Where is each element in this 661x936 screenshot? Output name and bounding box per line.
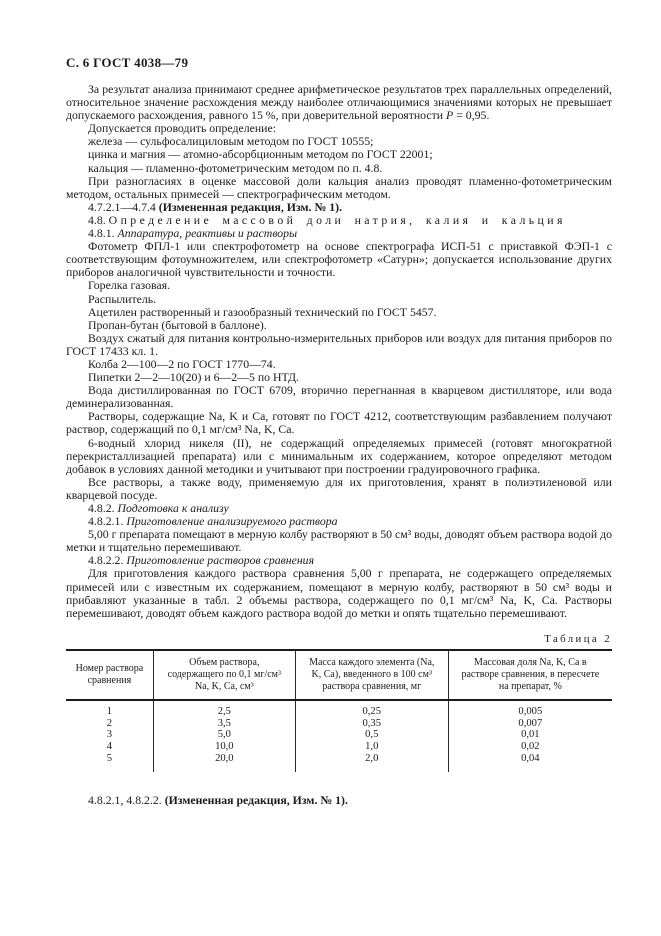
paragraphs-container [66, 83, 612, 620]
table-row [66, 700, 612, 718]
amendment-note-prefix: 4.8.2.1, 4.8.2.2. [88, 792, 165, 807]
text-segment: 4.8.2.2. [88, 553, 127, 568]
table-row [66, 718, 612, 730]
paragraph [66, 83, 612, 122]
text-segment: Вода дистиллированная по ГОСТ 6709, вторично перегнанная в кварцевом дистилляторе, или вода деминерализованная. [66, 383, 612, 411]
text-segment: При разногласиях в оценке массовой доли кальция анализ проводят пламенно-фотометрическим методом, остальных примесей — спектрографическим методом. [66, 173, 612, 201]
amendment-note-bold: (Измененная редакция, Изм. № 1). [164, 792, 348, 807]
document-body [66, 83, 612, 807]
text-segment: Пропан-бутан (бытовой в баллоне). [88, 317, 267, 332]
text-segment: Распылитель. [88, 291, 157, 306]
table-cell: 3,5 [153, 718, 295, 730]
text-segment: Определение массовой доли натрия, калия и кальция [108, 212, 566, 227]
text-segment: = 0,95. [453, 108, 490, 123]
text-segment: Приготовление анализируемого раствора [126, 514, 338, 529]
table-cell: 4 [106, 741, 113, 753]
paragraph [66, 528, 612, 554]
table-row [66, 741, 612, 753]
paragraph [66, 410, 612, 436]
page-header: С. 6 ГОСТ 4038—79 [66, 55, 189, 70]
table-cell: 5,0 [153, 729, 295, 741]
amendment-note [66, 794, 612, 807]
text-segment: Фотометр ФПЛ-1 или спектрофотометр на основе спектрографа ИСП-51 с приставкой ФЭП-1 с соответствующим фотоумножителем, или спектрофотометр «Сатурн»; допускается использование других приборов аналогичной чувствительности и точности. [66, 239, 612, 280]
paragraph [66, 437, 612, 476]
column-header: Массовая доля Na, K, Ca в растворе сравнения, в пересчете на препарат, % [448, 650, 612, 700]
text-segment: 4.8.2.1. [88, 514, 127, 529]
text-segment: (Измененная редакция, Изм. № 1). [158, 199, 343, 214]
text-segment: кальция — пламенно-фотометрическим методом по п. 4.8. [88, 160, 383, 175]
table-cell: 0,007 [448, 718, 612, 730]
text-segment: Колба 2—100—2 по ГОСТ 1770—74. [88, 356, 276, 371]
table-header-row [66, 650, 612, 700]
table-caption: Таблица 2 [544, 632, 612, 645]
text-segment: 4.8.2. [88, 501, 118, 515]
column-header: Объем раствора, содержащего по 0,1 мг/см³ Na, K, Ca, см³ [153, 650, 295, 700]
text-segment: Аппаратура, реактивы и растворы [117, 226, 298, 241]
paragraph [66, 332, 612, 358]
text-segment: Р [446, 108, 454, 123]
paragraph [66, 240, 612, 279]
table-cell: 2,0 [295, 753, 448, 772]
text-segment: Допускается проводить определение: [88, 121, 276, 136]
table-cell: 0,01 [448, 729, 612, 741]
text-segment: Ацетилен растворенный и газообразный технический по ГОСТ 5457. [88, 304, 437, 319]
text-segment: За результат анализа принимают среднее арифметическое результатов трех параллельных определений, относительное значение расхождения между наиболее отличающимися значениями которых не превышает допускаемого расхождения, равного 15 %, при доверительной вероятности [66, 82, 612, 123]
table-row [66, 753, 612, 772]
paragraph [66, 384, 612, 410]
paragraph [66, 175, 612, 201]
text-segment: 4.7.2.1—4.7.4 [88, 199, 159, 214]
comparison-solutions-table [66, 649, 612, 772]
table-row [66, 729, 612, 741]
text-segment: Все растворы, а также воду, применяемую для их приготовления, хранят в полиэтиленовой или кварцевой посуде. [66, 474, 612, 502]
text-segment: Пипетки 2—2—10(20) и 6—2—5 по НТД. [88, 370, 299, 385]
table-cell: 0,35 [295, 718, 448, 730]
table-cell: 0,5 [295, 729, 448, 741]
text-segment: 4.8. [88, 212, 109, 227]
table-cell: 0,04 [448, 753, 612, 772]
table-cell: 20,0 [153, 753, 295, 772]
text-segment: Для приготовления каждого раствора сравнения 5,00 г препарата, не содержащего определяемых примесей или с известным их содержанием, помещают в мерную колбу, растворяют в 50 см³ воды и прибавляют указанные в табл. 2 объемы раствора, содержащего по 0,1 мг/см³ Na, K, Ca. Растворы перемешивают, доводят объем каждого раствора водой до метки и опять тщательно перемешивают. [66, 566, 612, 620]
table-cell: 1,0 [295, 741, 448, 753]
text-segment: 4.8.1. [88, 226, 118, 241]
text-segment: Растворы, содержащие Na, K и Ca, готовят по ГОСТ 4212, соответствующим разбавлением получают раствор, содержащий по 0,1 мг/см³ Na, K, Ca. [66, 409, 612, 437]
text-segment: 6-водный хлорид никеля (II), не содержащий определяемых примесей (готовят многократной перекристаллизацией препарата) или с минимальным их содержанием, которое определяют методом добавок в условиях данной методики и учитывают при построении градуировочного графика. [66, 435, 612, 476]
table-cell: 10,0 [153, 741, 295, 753]
table-cell: 0,005 [448, 700, 612, 718]
table-body [66, 700, 612, 772]
text-segment: Приготовление растворов сравнения [126, 553, 315, 568]
paragraph [66, 476, 612, 502]
table-cell: 2 [106, 717, 113, 729]
column-header: Номер раствора сравнения [66, 650, 153, 700]
table-cell: 0,25 [295, 700, 448, 718]
column-header: Масса каждого элемента (Na, K, Ca), введенного в 100 см³ раствора сравнения, мг [295, 650, 448, 700]
paragraph [66, 567, 612, 619]
text-segment: цинка и магния — атомно-абсорбционным методом по ГОСТ 22001; [88, 147, 433, 162]
text-segment: Воздух сжатый для питания контрольно-измерительных приборов или воздух для питания приборов по ГОСТ 17433 кл. 1. [66, 330, 612, 358]
table-cell: 3 [106, 729, 113, 741]
text-segment: Подготовка к анализу [117, 501, 229, 515]
text-segment: 5,00 г препарата помещают в мерную колбу растворяют в 50 см³ воды, доводят объем раствора водой до метки и тщательно перемешивают. [66, 527, 612, 555]
table-cell: 1 [106, 705, 113, 717]
table-cell: 2,5 [153, 700, 295, 718]
text-segment: железа — сульфосалициловым методом по ГОСТ 10555; [88, 134, 374, 149]
text-segment: Горелка газовая. [88, 278, 171, 293]
table-cell: 5 [106, 753, 113, 765]
table-cell: 0,02 [448, 741, 612, 753]
